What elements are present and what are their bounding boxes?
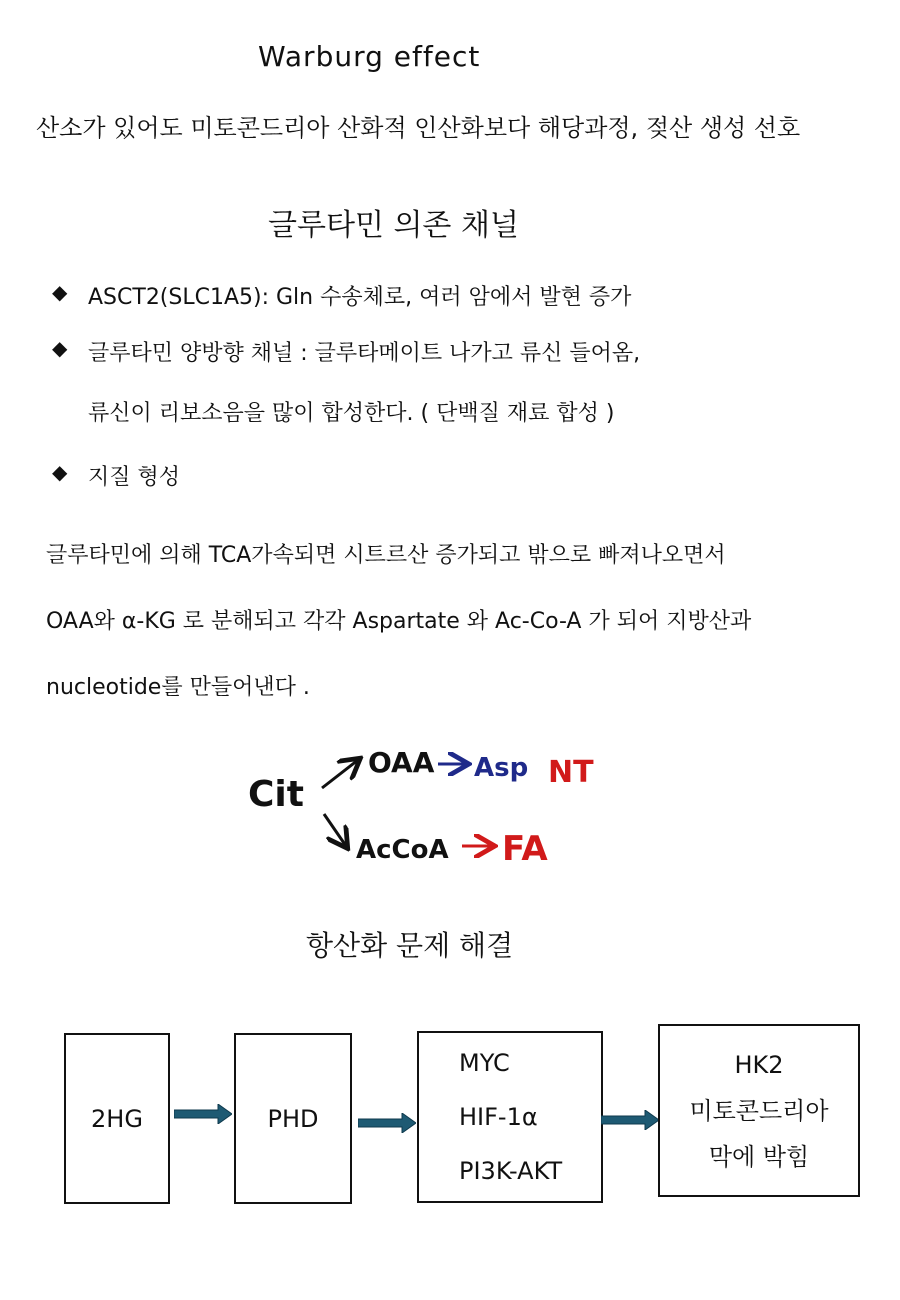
warburg-definition: 산소가 있어도 미토콘드리아 산화적 인산화보다 해당과정, 젖산 생성 선호 [36, 114, 801, 142]
sketch-citrate-label: Cit [248, 774, 304, 815]
bullet-text: ASCT2(SLC1A5): Gln 수송체로, 여러 암에서 발현 증가 [88, 285, 632, 310]
paragraph-line-1: 글루타민에 의해 TCA가속되면 시트르산 증가되고 밖으로 빠져나오면서 [46, 543, 726, 568]
paragraph-line-2: OAA와 α-KG 로 분해되고 각각 Aspartate 와 Ac-Co-A 가 되어 지방산과 [46, 609, 752, 634]
flow-box-hk2 [658, 1024, 860, 1197]
antioxidant-heading: 항산화 문제 해결 [306, 929, 514, 962]
flow-arrow-right-icon [601, 1110, 659, 1130]
page-title: Warburg effect [258, 40, 481, 73]
diamond-bullet-icon: ◆ [52, 280, 68, 304]
flow-box-line: HK2 [734, 1050, 784, 1079]
flow-box-label: 2HG [91, 1104, 143, 1133]
flow-box-line: 막에 박힘 [708, 1142, 810, 1171]
flow-box-phd [234, 1033, 352, 1204]
flow-box-2hg [64, 1033, 170, 1204]
sketch-arrow-up [322, 760, 358, 788]
flow-arrow-right-icon [358, 1113, 416, 1133]
flow-arrow-right-icon [174, 1104, 232, 1124]
bullet-text: 글루타민 양방향 채널 : 글루타메이트 나가고 류신 들어옴, [88, 341, 641, 366]
flow-box-label: PHD [267, 1104, 319, 1133]
bullet-text: 지질 형성 [88, 465, 181, 490]
sketch-nt-label: NT [548, 755, 594, 790]
sketch-fa-label: FA [502, 829, 548, 869]
sketch-asp-label: Asp [474, 753, 529, 783]
flow-box-line: HIF-1α [459, 1103, 538, 1131]
flow-box-line: 미토콘드리아 [689, 1096, 829, 1125]
flow-box-line: PI3K-AKT [459, 1157, 563, 1185]
sketch-accoa-label: AcCoA [356, 835, 449, 865]
bullet-continuation: 류신이 리보소음을 많이 합성한다. ( 단백질 재료 합성 ) [88, 401, 615, 426]
flow-box-line: MYC [459, 1049, 510, 1077]
paragraph-line-3: nucleotide를 만들어낸다 . [46, 675, 310, 700]
diamond-bullet-icon: ◆ [52, 336, 68, 360]
glutamine-heading: 글루타민 의존 채널 [268, 208, 519, 243]
flow-box-myc-hif-pi3k [417, 1031, 603, 1203]
diamond-bullet-icon: ◆ [52, 460, 68, 484]
citrate-pathway-sketch [230, 730, 610, 880]
sketch-arrow-down [324, 814, 346, 846]
sketch-oaa-label: OAA [368, 746, 435, 779]
